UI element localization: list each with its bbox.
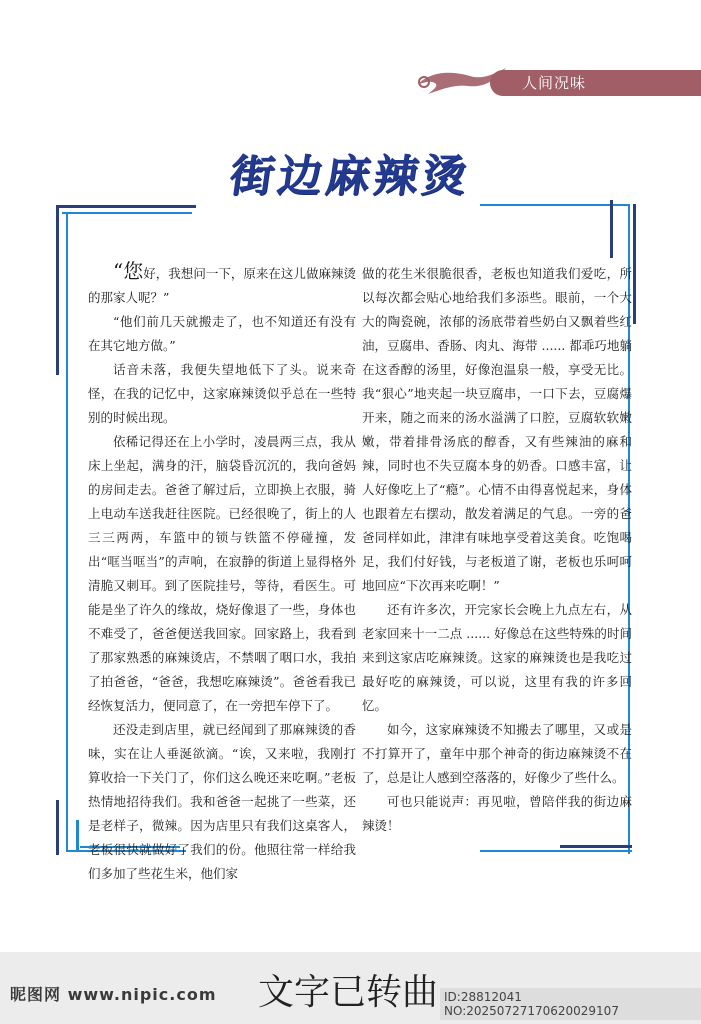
article-title: 街边麻辣烫 [226,151,474,202]
paragraph: 可也只能说声：再见啦，曾陪伴我的街边麻辣烫！ [362,794,632,833]
paragraph: 还有许多次，开完家长会晚上九点左右，从老家回来十一二点 ...... 好像总在这些特殊的时间来到这家店吃麻辣烫。这家的麻辣烫也是我吃过最好吃的麻辣烫，可以说，这里有我的许多回忆。 [362,602,632,713]
section-banner [490,70,701,96]
opening-quote: “您 [113,259,144,283]
watermark-id: ID:28812041 NO:20250727170620029107 [440,988,701,1020]
paragraph: 依稀记得还在上小学时，凌晨两三点，我从床上坐起，满身的汗，脑袋昏沉沉的，我向爸妈的房间走去。爸爸了解过后，立即换上衣服，骑上电动车送我赶往医院。已经很晚了，街上的人三三两两，车篮中的锁与铁篮不停碰撞，发出“哐当哐当”的声响，在寂静的街道上显得格外清脆又刺耳。到了医院挂号，等待，看医生。可能是坐了许久的缘故，烧好像退了一些，身体也不难受了，爸爸便送我回家。回家路上，我看到了那家熟悉的麻辣烫店，不禁咽了咽口水，我拍了拍爸爸，“爸爸，我想吃麻辣烫”。爸爸看我已经恢复活力，便同意了，在一旁把车停下了。 [88,434,356,713]
paragraph: 还没走到店里，就已经闻到了那麻辣烫的香味，实在让人垂涎欲滴。“诶，又来啦，我刚打算收拾一下关门了，你们这么晚还来吃啊。”老板热情地招待我们。我和爸爸一起挑了一些菜，还是老样子，微辣。因为店里只有我们这桌客人，老板很快就做好了我们的份。他照往常一样给我们多加了些花生米，他们家 [88,722,356,881]
watermark-footer [0,952,701,1024]
section-label: 人间况味 [522,74,587,92]
watermark-site: 昵图网 www.nipic.com [10,985,217,1004]
watermark-text: 文字已转曲 [258,972,439,1013]
paragraph [88,259,356,310]
paragraph-text: 好，我想问一下，原来在这儿做麻辣烫的那家人呢？” [88,266,356,305]
article-column-right [362,262,632,838]
article-column-left [88,259,356,886]
paragraph: “他们前几天就搬走了，也不知道还有没有在其它地方做。” [88,314,356,353]
paragraph: 话音未落，我便失望地低下了头。说来奇怪，在我的记忆中，这家麻辣烫似乎总在一些特别的时候出现。 [88,362,356,425]
paragraph: 如今，这家麻辣烫不知搬去了哪里，又或是不打算开了，童年中那个神奇的街边麻辣烫不在了，总是让人感到空落落的，好像少了些什么。 [362,722,632,785]
paragraph: 做的花生米很脆很香，老板也知道我们爱吃，所以每次都会贴心地给我们多添些。眼前，一个大大的陶瓷碗，浓郁的汤底带着些奶白又飘着些红油，豆腐串、香肠、肉丸、海带 ...... 都乖巧地躺在这香醇的汤里，好像泡温泉一般，享受无比。我“狠心”地夹起一块豆腐串，一口下去，豆腐爆开来，随之而来的汤水溢满了口腔，豆腐软软嫩嫩，带着排骨汤底的醇香，又有些辣油的麻和辣，同时也不失豆腐本身的奶香。口感丰富，让人好像吃上了“瘾”。心情不由得喜悦起来，身体也跟着左右摆动，散发着满足的气息。一旁的爸爸同样如此，津津有味地享受着这美食。吃饱喝足，我们付好钱，与老板道了谢，老板也乐呵呵地回应“下次再来吃啊！” [362,266,632,593]
